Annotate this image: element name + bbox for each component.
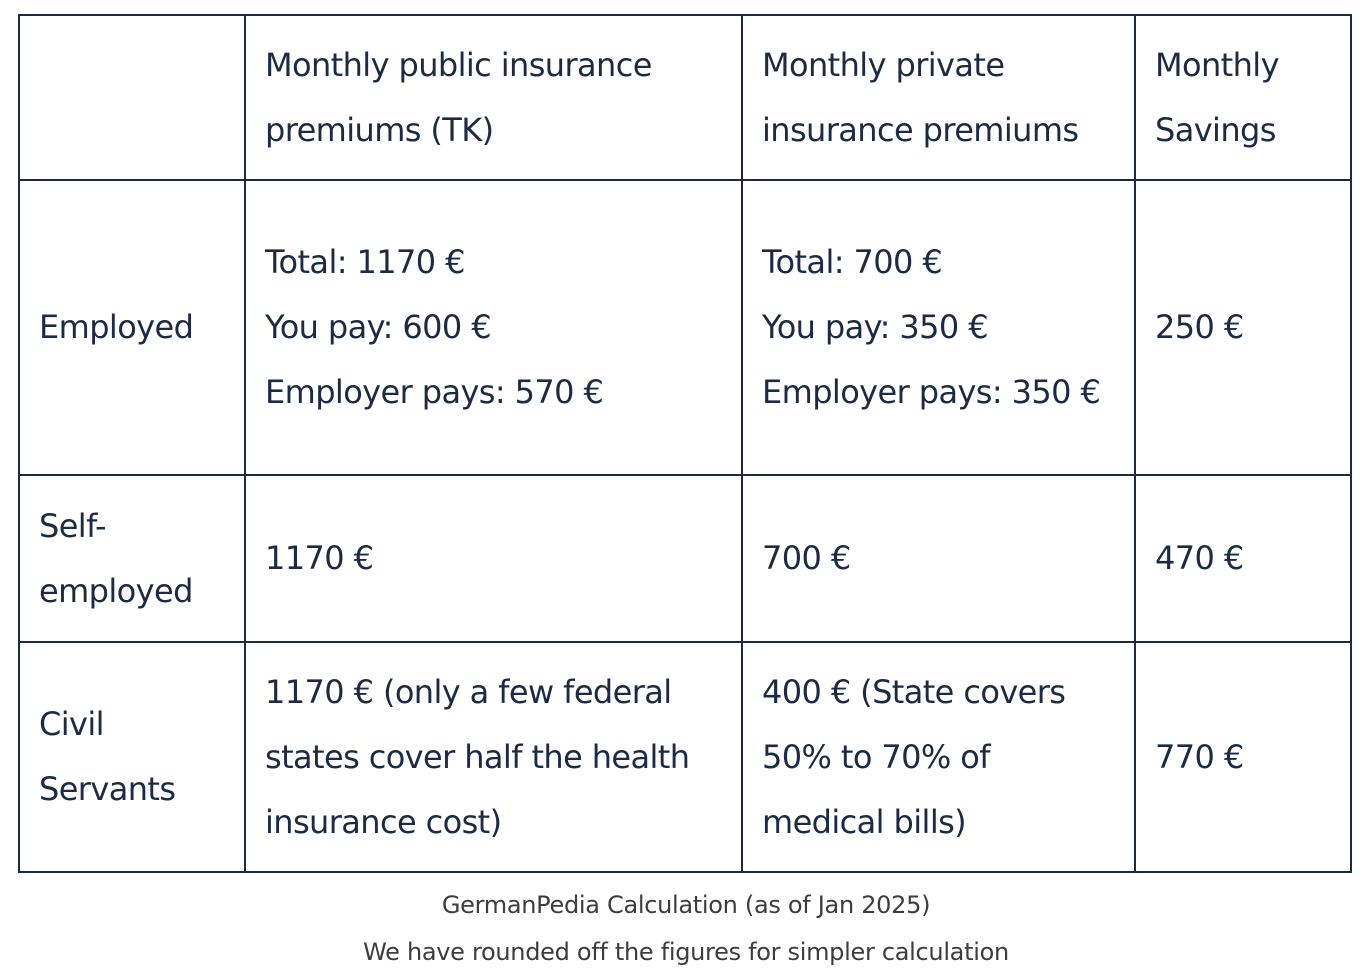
rounding-note: We have rounded off the figures for simpler calculation	[363, 938, 1009, 966]
employed-private-premiums	[742, 180, 1135, 475]
civil-servants-public-premiums: 1170 € (only a few federal states cover half the health insurance cost)	[245, 642, 742, 872]
employed-public-total: Total: 1170 €	[265, 243, 465, 281]
header-blank-cell	[19, 15, 245, 180]
table-row-civil-servants	[19, 642, 1351, 872]
employed-public-you-pay: You pay: 600 €	[265, 308, 492, 346]
employed-savings: 250 €	[1135, 180, 1351, 475]
employed-private-employer-pays: Employer pays: 350 €	[762, 373, 1101, 411]
header-private-premiums: Monthly private insurance premiums	[742, 15, 1135, 180]
source-caption: GermanPedia Calculation (as of Jan 2025)	[441, 891, 931, 919]
header-row	[19, 15, 1351, 180]
civil-servants-private-premiums: 400 € (State covers 50% to 70% of medical bills)	[742, 642, 1135, 872]
civil-servants-savings: 770 €	[1135, 642, 1351, 872]
table-row-self-employed	[19, 475, 1351, 642]
employed-private-you-pay: You pay: 350 €	[762, 308, 989, 346]
row-label-civil-servants: Civil Servants	[19, 642, 245, 872]
header-public-premiums: Monthly public insurance premiums (TK)	[245, 15, 742, 180]
row-label-employed: Employed	[19, 180, 245, 475]
row-label-self-employed: Self-employed	[19, 475, 245, 642]
self-employed-private-premiums: 700 €	[742, 475, 1135, 642]
employed-public-employer-pays: Employer pays: 570 €	[265, 373, 604, 411]
employed-private-total: Total: 700 €	[762, 243, 943, 281]
self-employed-public-premiums: 1170 €	[245, 475, 742, 642]
header-monthly-savings: Monthly Savings	[1135, 15, 1351, 180]
premium-comparison-table	[18, 14, 1352, 873]
table-row-employed	[19, 180, 1351, 475]
self-employed-savings: 470 €	[1135, 475, 1351, 642]
employed-public-premiums	[245, 180, 742, 475]
